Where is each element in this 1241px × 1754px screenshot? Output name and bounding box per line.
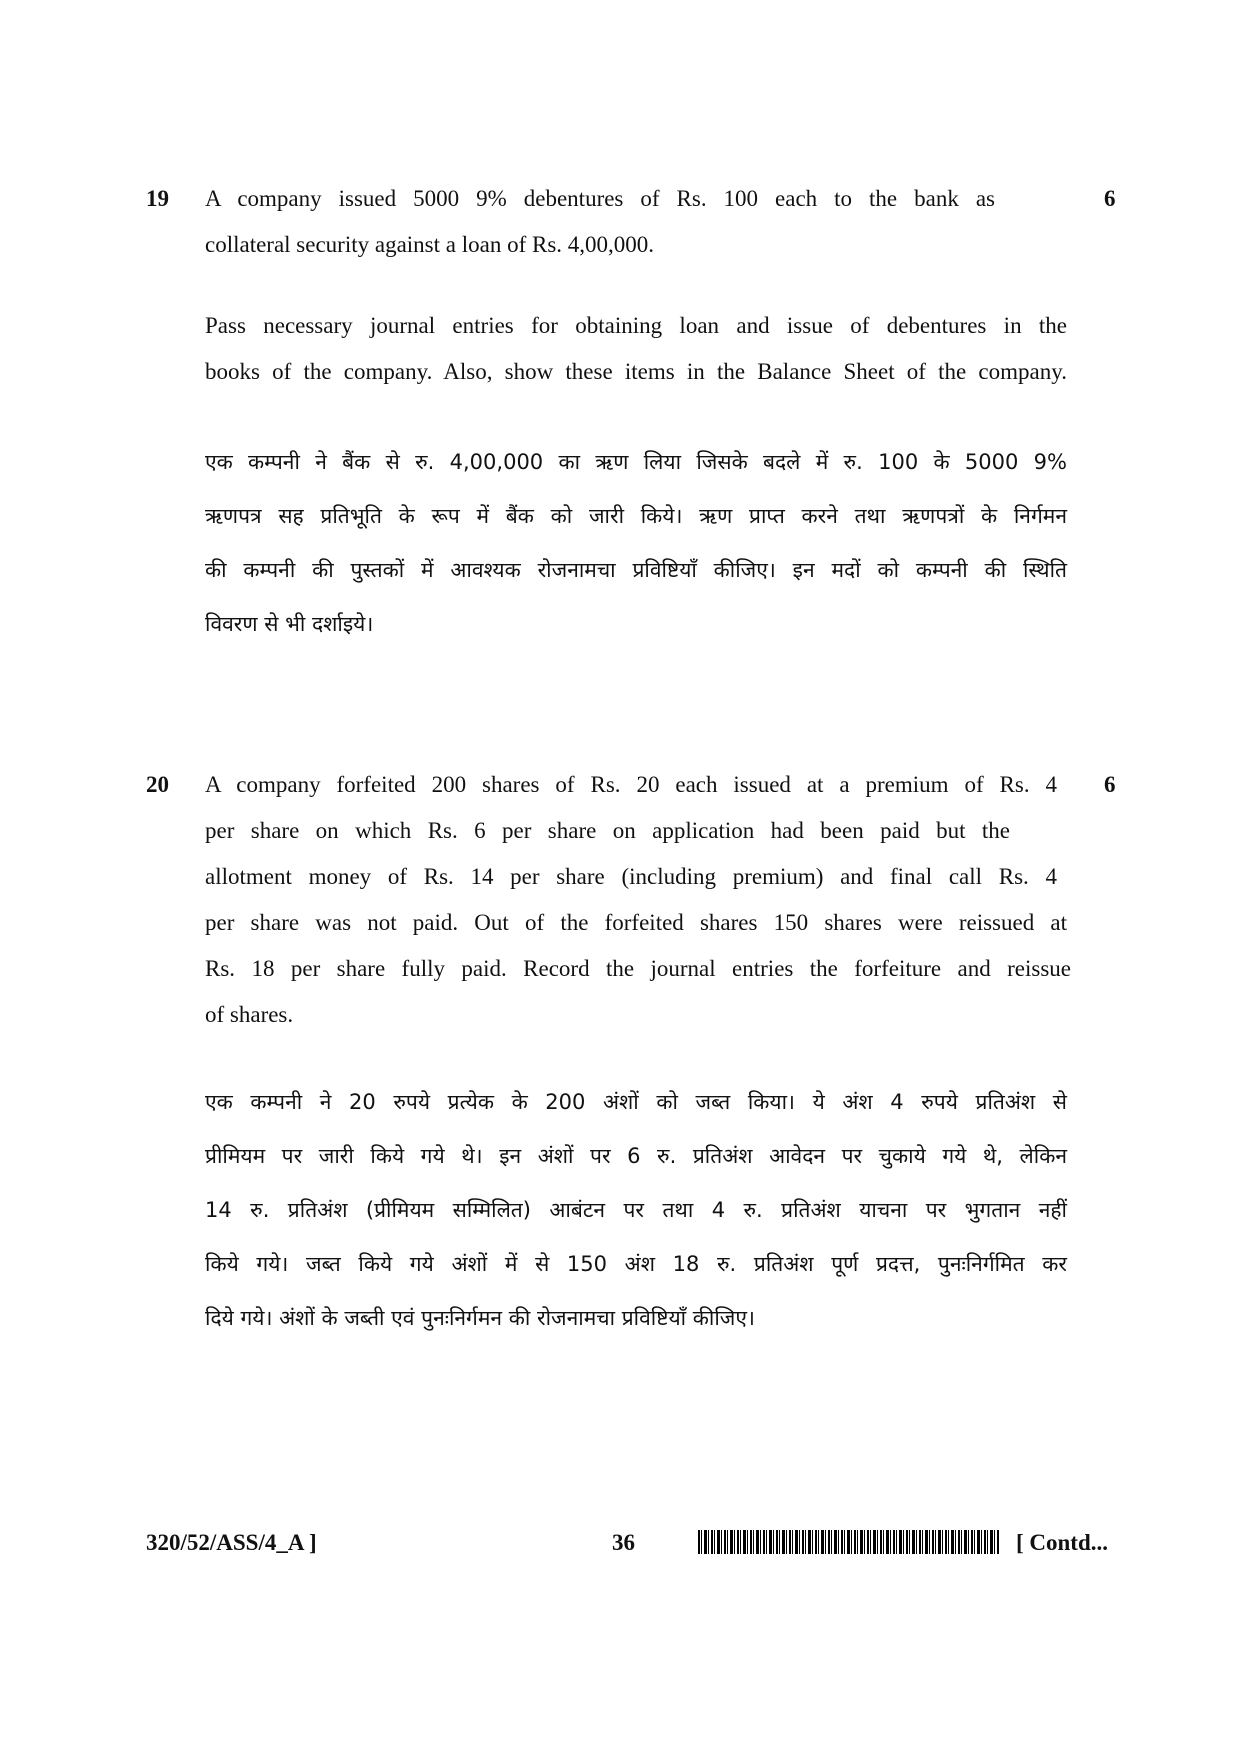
q19-english-line-4: books of the company. Also, show these items in the Balance Sheet of the company.	[205, 359, 1067, 384]
q20-english-line-6: of shares.	[205, 1002, 294, 1027]
question-marks-20: 6	[1104, 772, 1116, 797]
q20-english-line-4: per share was not paid. Out of the forfeited shares 150 shares were reissued at	[205, 910, 1067, 935]
question-marks-19: 6	[1104, 186, 1116, 211]
q19-english-line-2: collateral security against a loan of Rs. 4,00,000.	[205, 232, 655, 257]
question-number-20: 20	[146, 772, 169, 797]
q19-english-line-1: A company issued 5000 9% debentures of Rs. 100 each to the bank as	[205, 186, 995, 211]
question-number-19: 19	[146, 186, 169, 211]
q20-hindi-line-3: 14 रु. प्रतिअंश (प्रीमियम सम्मिलित) आबंटन पर तथा 4 रु. प्रतिअंश याचना पर भुगतान नहीं	[205, 1198, 1067, 1222]
contd-label: [ Contd...	[1016, 1530, 1109, 1555]
q19-hindi-line-4: विवरण से भी दर्शाइये।	[205, 612, 374, 636]
q20-english-line-3: allotment money of Rs. 14 per share (including premium) and final call Rs. 4	[205, 864, 1057, 889]
page-number: 36	[612, 1530, 635, 1555]
paper-code: 320/52/ASS/4_A ]	[146, 1530, 317, 1555]
barcode-icon	[698, 1530, 1000, 1554]
q19-english-line-3: Pass necessary journal entries for obtaining loan and issue of debentures in the	[205, 313, 1067, 338]
q20-english-line-1: A company forfeited 200 shares of Rs. 20 each issued at a premium of Rs. 4	[205, 772, 1057, 797]
q19-hindi-line-3: की कम्पनी की पुस्तकों में आवश्यक रोजनामचा प्रविष्टियाँ कीजिए। इन मदों को कम्पनी की स्थिति	[205, 558, 1067, 582]
q20-hindi-line-2: प्रीमियम पर जारी किये गये थे। इन अंशों पर 6 रु. प्रतिअंश आवेदन पर चुकाये गये थे, लेकिन	[205, 1144, 1067, 1168]
q20-english-line-2: per share on which Rs. 6 per share on application had been paid but the	[205, 818, 1010, 843]
q19-hindi-line-2: ऋणपत्र सह प्रतिभूति के रूप में बैंक को जारी किये। ऋण प्राप्त करने तथा ऋणपत्रों के निर्गमन	[205, 504, 1067, 528]
q20-hindi-line-1: एक कम्पनी ने 20 रुपये प्रत्येक के 200 अंशों को जब्त किया। ये अंश 4 रुपये प्रतिअंश से	[205, 1090, 1067, 1114]
q20-hindi-line-4: किये गये। जब्त किये गये अंशों में से 150 अंश 18 रु. प्रतिअंश पूर्ण प्रदत्त, पुनःनिर्गमित कर	[205, 1252, 1067, 1276]
q19-hindi-line-1: एक कम्पनी ने बैंक से रु. 4,00,000 का ऋण लिया जिसके बदले में रु. 100 के 5000 9%	[205, 450, 1067, 474]
q20-hindi-line-5: दिये गये। अंशों के जब्ती एवं पुनःनिर्गमन की रोजनामचा प्रविष्टियाँ कीजिए।	[205, 1306, 755, 1330]
q20-english-line-5: Rs. 18 per share fully paid. Record the journal entries the forfeiture and reissue	[205, 956, 1071, 981]
